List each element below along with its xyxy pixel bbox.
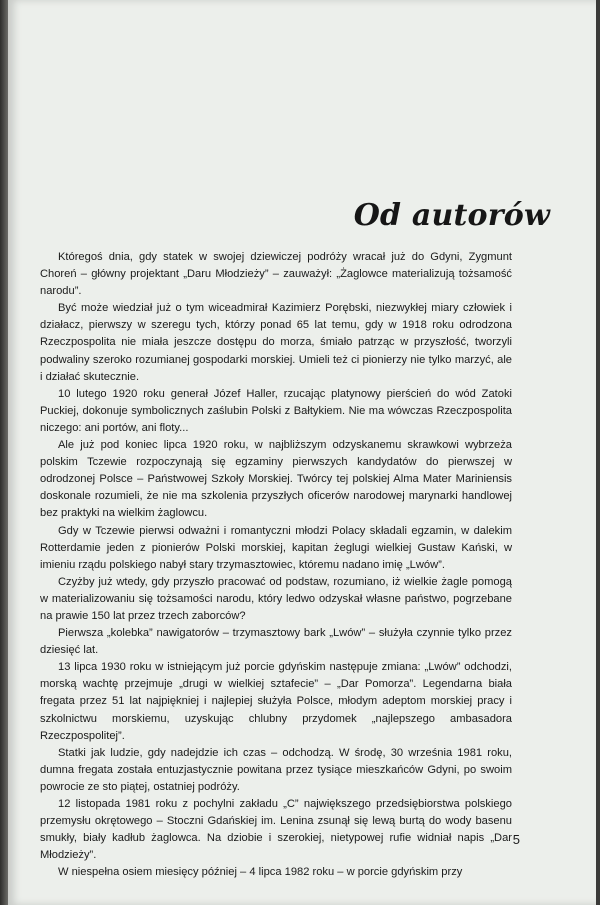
paragraph: Statki jak ludzie, gdy nadejdzie ich czas – odchodzą. W środę, 30 września 1981 roku, dumna fregata została entuzjastycznie powitana przez tysiące mieszkańców Gdyni, po swoim powrocie ze sto piątej, ostatniej podróży. <box>40 746 512 793</box>
paragraph: 12 listopada 1981 roku z pochylni zakładu „C” największego przedsiębiorstwa polskiego przemysłu okrętowego – Stoczni Gdańskiej im. Lenina zsunął się lewą burtą do wody basenu smukły, biały kadłub żaglowca. Na dziobie i szerokiej, nietypowej rufie widniał napis „Dar Młodzieży”. <box>40 798 512 862</box>
book-spine-shadow <box>0 0 8 905</box>
paragraph: Któregoś dnia, gdy statek w swojej dziewiczej podróży wracał już do Gdyni, Zygmunt Choreń – główny projektant „Daru Młodzieży” – zauważył: „Żaglowce materializują tożsamość narodu”. <box>40 251 512 298</box>
paragraph: Ale już pod koniec lipca 1920 roku, w najbliższym odzyskanemu skrawkowi wybrzeża polskim Tczewie rozpoczynają się egzaminy pierwszych kandydatów do pierwszej w odrodzonej Polsce – Państwowej Szkoły Morskiej. Twórcy tej polskiej Alma Mater Mariniensis doskonale rozumieli, że nie ma szkolenia przyszłych oficerów narodowej marynarki handlowej bez praktyki na wielkim żaglowcu. <box>40 439 512 520</box>
chapter-heading: Od autorów <box>353 198 550 233</box>
paragraph: 10 lutego 1920 roku generał Józef Haller, rzucając platynowy pierścień do wód Zatoki Puckiej, dokonuje symbolicznych zaślubin Polski z Bałtykiem. Nie ma wówczas Rzeczpospolita niczego: ani portów, ani floty... <box>40 387 512 434</box>
paragraph: W niespełna osiem miesięcy później – 4 lipca 1982 roku – w porcie gdyńskim przy <box>58 866 463 879</box>
page-number: 5 <box>512 832 520 847</box>
paragraph: Być może wiedział już o tym wiceadmirał Kazimierz Porębski, niezwykłej miary człowiek i działacz, pierwszy w szeregu tych, którzy ponad 65 lat temu, gdy w 1918 roku odrodzona Rzeczpospolita nie miała jeszcze dostępu do morza, śmiało patrząc w przyszłość, tworzyli podwaliny szeroko rozumianej gospodarki morskiej. Umieli też ci pionierzy nie tylko marzyć, ale i działać skutecznie. <box>40 302 512 383</box>
paragraph: Czyżby już wtedy, gdy przyszło pracować od podstaw, rozumiano, iż wielkie żagle pomogą w materializowaniu się tożsamości narodu, który ledwo odzyskał własne państwo, pogrzebane na prawie 150 lat przez trzech zaborców? <box>40 575 512 622</box>
body-text <box>40 249 512 881</box>
paragraph: 13 lipca 1930 roku w istniejącym już porcie gdyńskim następuje zmiana: „Lwów” odchodzi, morską wachtę przejmuje „drugi w wielkiej sztafecie” – „Dar Pomorza”. Legendarna biała fregata przez 51 lat najpiękniej i najlepiej służyła Polsce, młodym adeptom morskiej pracy i szkolnictwu morskiemu, uzyskując chlubny przydomek „najlepszego ambasadora Rzeczpospolitej”. <box>40 661 512 742</box>
paragraph: Gdy w Tczewie pierwsi odważni i romantyczni młodzi Polacy składali egzamin, w dalekim Rotterdamie jeden z pionierów Polski morskiej, kapitan żeglugi wielkiej Gustaw Kański, w imieniu rządu polskiego nabył stary trzymasztowiec, któremu nadano imię „Lwów”. <box>40 524 512 571</box>
paragraph: Pierwsza „kolebka” nawigatorów – trzymasztowy bark „Lwów” – służyła czynnie tylko przez dziesięć lat. <box>40 627 512 657</box>
